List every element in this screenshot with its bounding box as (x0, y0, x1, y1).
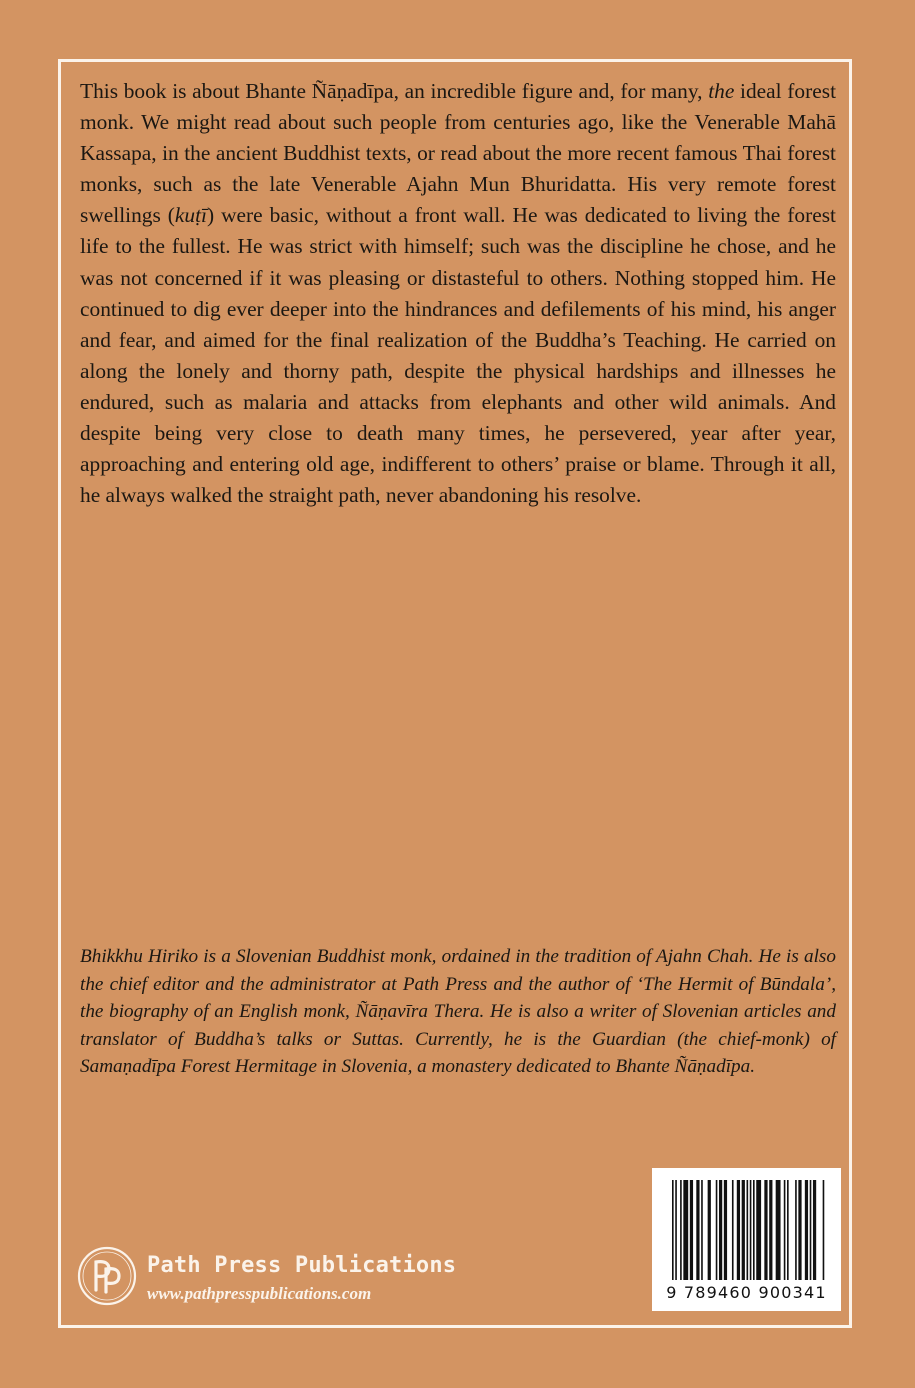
barcode-bar (810, 1180, 812, 1280)
barcode-bar (776, 1180, 781, 1280)
description-part-3: ) were basic, without a front wall. He was dedicated to living the forest life to the fullest. He was strict with himself; such was the discipline he chose, and he was not concerned if it was pleasing or distasteful to others. Nothing stopped him. He continued to dig ever deeper into the hindrances and defilements of his mind, his anger and fear, and aimed for the final realization of the Buddha’s Teaching. He carried on along the lonely and thorny path, despite the physical hardships and illnesses he endured, such as malaria and attacks from elephants and other wild animals. And despite being very close to death many times, he persevered, year after year, approaching and entering old age, indifferent to others’ praise or blame. Through it all, he always walked the straight path, never abandoning his resolve. (80, 203, 836, 508)
description-emphasis-the: the (708, 79, 735, 103)
description-part-1: This book is about Bhante Ñāṇadīpa, an incredible figure and, for many, (80, 79, 709, 103)
description-emphasis-kuti: kuṭī (174, 203, 207, 228)
barcode-bar (719, 1180, 722, 1280)
barcode-bar (750, 1180, 752, 1280)
barcode-bar (675, 1180, 677, 1280)
barcode-bar (764, 1180, 767, 1280)
barcode-bar (742, 1180, 745, 1280)
barcode-bar (680, 1180, 682, 1280)
barcode-bar (795, 1180, 797, 1280)
barcode-bar (756, 1180, 761, 1280)
barcode-bar (753, 1180, 755, 1280)
barcode-bar (787, 1180, 789, 1280)
barcode-bar (813, 1180, 816, 1280)
isbn-number: 9 789460 900341 (666, 1283, 827, 1302)
barcode-bar (784, 1180, 786, 1280)
author-bio: Bhikkhu Hiriko is a Slovenian Buddhist monk, ordained in the tradition of Ajahn Chah. He is also the chief editor and the administrator at Path Press and the author of ‘The Hermit of Būndala’, the biography of an English monk, Ñāṇavīra Thera. He is also a writer of Slovenian articles and translator of Buddha’s talks or Suttas. Currently, he is the Guardian (the chief-monk) of Samaṇadīpa Forest Hermitage in Slovenia, a monastery dedicated to Bhante Ñāṇadīpa. (80, 946, 836, 1078)
pp-monogram-icon (76, 1245, 138, 1307)
publisher-name: Path Press Publications (147, 1253, 457, 1278)
barcode-bar (798, 1180, 801, 1280)
barcode-bar (690, 1180, 693, 1280)
barcode-bar (823, 1180, 825, 1280)
barcode-bar (732, 1180, 734, 1280)
barcode-bar (701, 1180, 703, 1280)
description-part-2: ideal forest monk. We might read about such people from centuries ago, like the Venerable Mahā Kassapa, in the ancient Buddhist texts, or read about the more recent famous Thai forest monks, such as the late Venerable Ajahn Mun Bhuridatta. His very remote forest swellings ( (80, 79, 837, 228)
barcode-bar (716, 1180, 718, 1280)
barcode-bar (672, 1180, 674, 1280)
book-description (80, 76, 836, 511)
barcode-bar (683, 1180, 688, 1280)
barcode-bar (747, 1180, 749, 1280)
barcode-bar (737, 1180, 740, 1280)
barcode-bar (724, 1180, 727, 1280)
barcode-bar (805, 1180, 808, 1280)
publisher-url[interactable]: www.pathpresspublications.com (147, 1284, 372, 1303)
barcode-bar (769, 1180, 772, 1280)
barcode-bar (696, 1180, 699, 1280)
isbn-barcode (652, 1168, 841, 1311)
barcode-bar (708, 1180, 711, 1280)
barcode-bars (652, 1168, 841, 1283)
